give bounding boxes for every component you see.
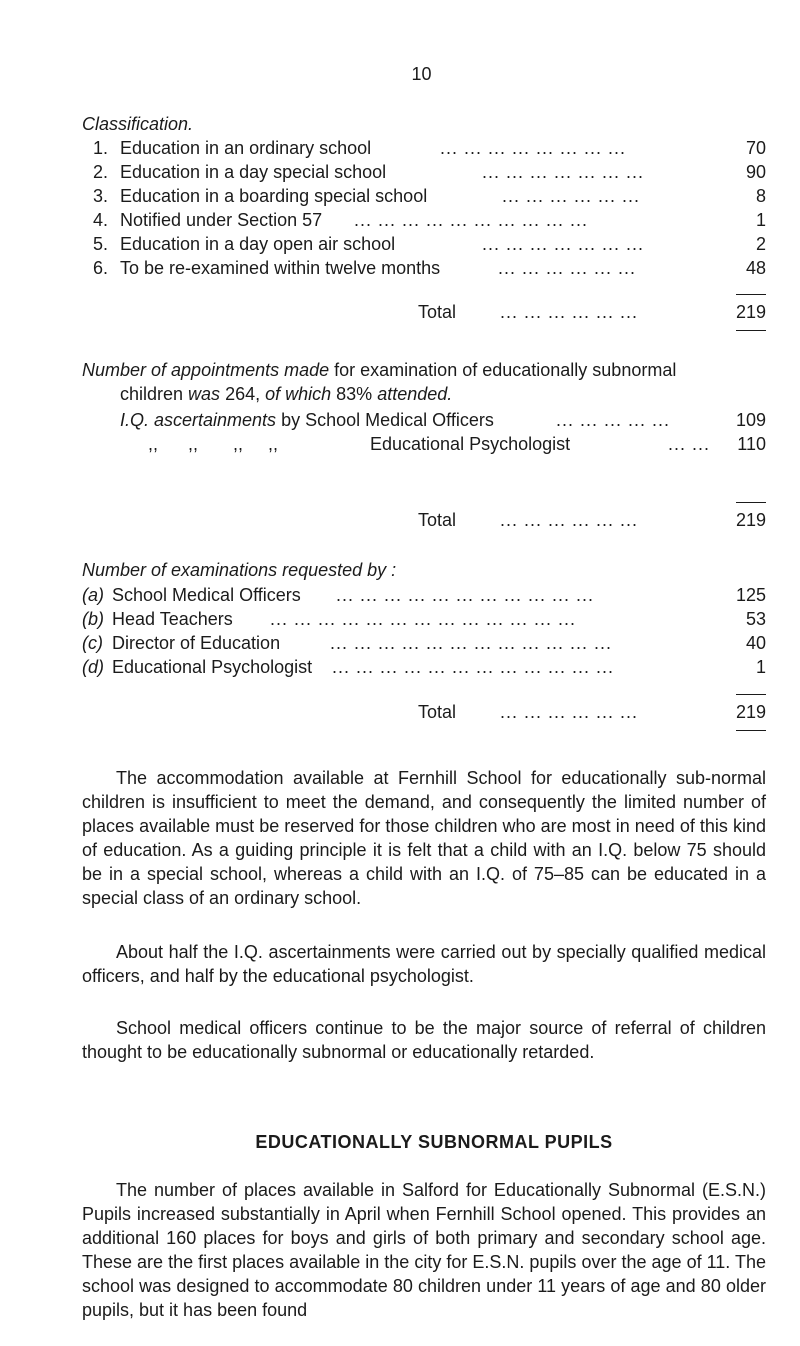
section-heading: EDUCATIONALLY SUBNORMAL PUPILS [255,1132,613,1152]
subtotal-rule [736,294,766,295]
paragraph-esn-places: The number of places available in Salford for Educationally Subnormal (E.S.N.) Pupils increased substantially in April when Fernhill School opened. This provides an additional 160 places for boys and girls of both primary and secondary school age. These are the first places available in the city for E.S.N. pupils over the age of 11. The school was designed to accommodate 80 children under 11 years of age and 80 older pupils, but it has been found [82,1180,766,1320]
iq-ascertainments-row-medical: I.Q. ascertainments by School Medical Officers ... ... ... ... ... 109 [120,410,766,430]
appointments-intro-line2: children was 264, of which 83% attended. [120,384,453,404]
examinations-heading: Number of examinations requested by : [82,560,397,580]
paragraph-accommodation: The accommodation available at Fernhill School for educationally sub-normal children is insufficient to meet the demand, and consequently the limited number of places available must be reserved for those children who are most in need of this kind of education. As a guiding principle it is felt that a child with an I.Q. below 75 should be in a special school, whereas a child with an I.Q. of 75–85 can be educated in a special class of an ordinary school. [82,768,766,908]
classification-item: 6. To be re-examined within twelve months ... ... ... ... ... ... 48 [93,258,766,278]
classification-total-row: Total ... ... ... ... ... ... 219 [418,302,766,322]
iq-ascertainments-row-psychologist: ,, ,, ,, ,, Educational Psychologist ... ... 110 [148,434,766,454]
examination-item: (a) School Medical Officers ... ... ... ... ... ... ... ... ... ... ... 125 [82,585,766,605]
total-rule [736,730,766,731]
examination-item: (d) Educational Psychologist ... ... ... ... ... ... ... ... ... ... ... ... 1 [82,657,766,677]
classification-heading: Classification. [82,114,194,134]
page-number: 10 [411,64,432,84]
subtotal-rule [736,502,766,503]
classification-item: 3. Education in a boarding special school ... ... ... ... ... ... 8 [93,186,766,206]
classification-item: 2. Education in a day special school ... ... ... ... ... ... ... 90 [93,162,766,182]
classification-item: 5. Education in a day open air school ... ... ... ... ... ... ... 2 [93,234,766,254]
classification-item: 1. Education in an ordinary school ... ... ... ... ... ... ... ... 70 [93,138,766,158]
total-rule [736,330,766,331]
examination-item: (b) Head Teachers ... ... ... ... ... ... ... ... ... ... ... ... ... 53 [82,609,766,629]
paragraph-referral: School medical officers continue to be the major source of referral of children thought to be educationally subnormal or educationally retarded. [82,1018,766,1062]
classification-item: 4. Notified under Section 57 ... ... ... ... ... ... ... ... ... ... 1 [93,210,766,230]
appointments-total-row: Total ... ... ... ... ... ... 219 [418,510,766,530]
paragraph-ascertainments: About half the I.Q. ascertainments were carried out by specially qualified medical officers, and half by the educational psychologist. [82,942,766,986]
subtotal-rule [736,694,766,695]
appointments-intro-line1: Number of appointments made for examination of educationally subnormal [82,360,677,380]
examinations-total-row: Total ... ... ... ... ... ... 219 [418,702,766,722]
examination-item: (c) Director of Education ... ... ... ... ... ... ... ... ... ... ... ... 40 [82,633,766,653]
